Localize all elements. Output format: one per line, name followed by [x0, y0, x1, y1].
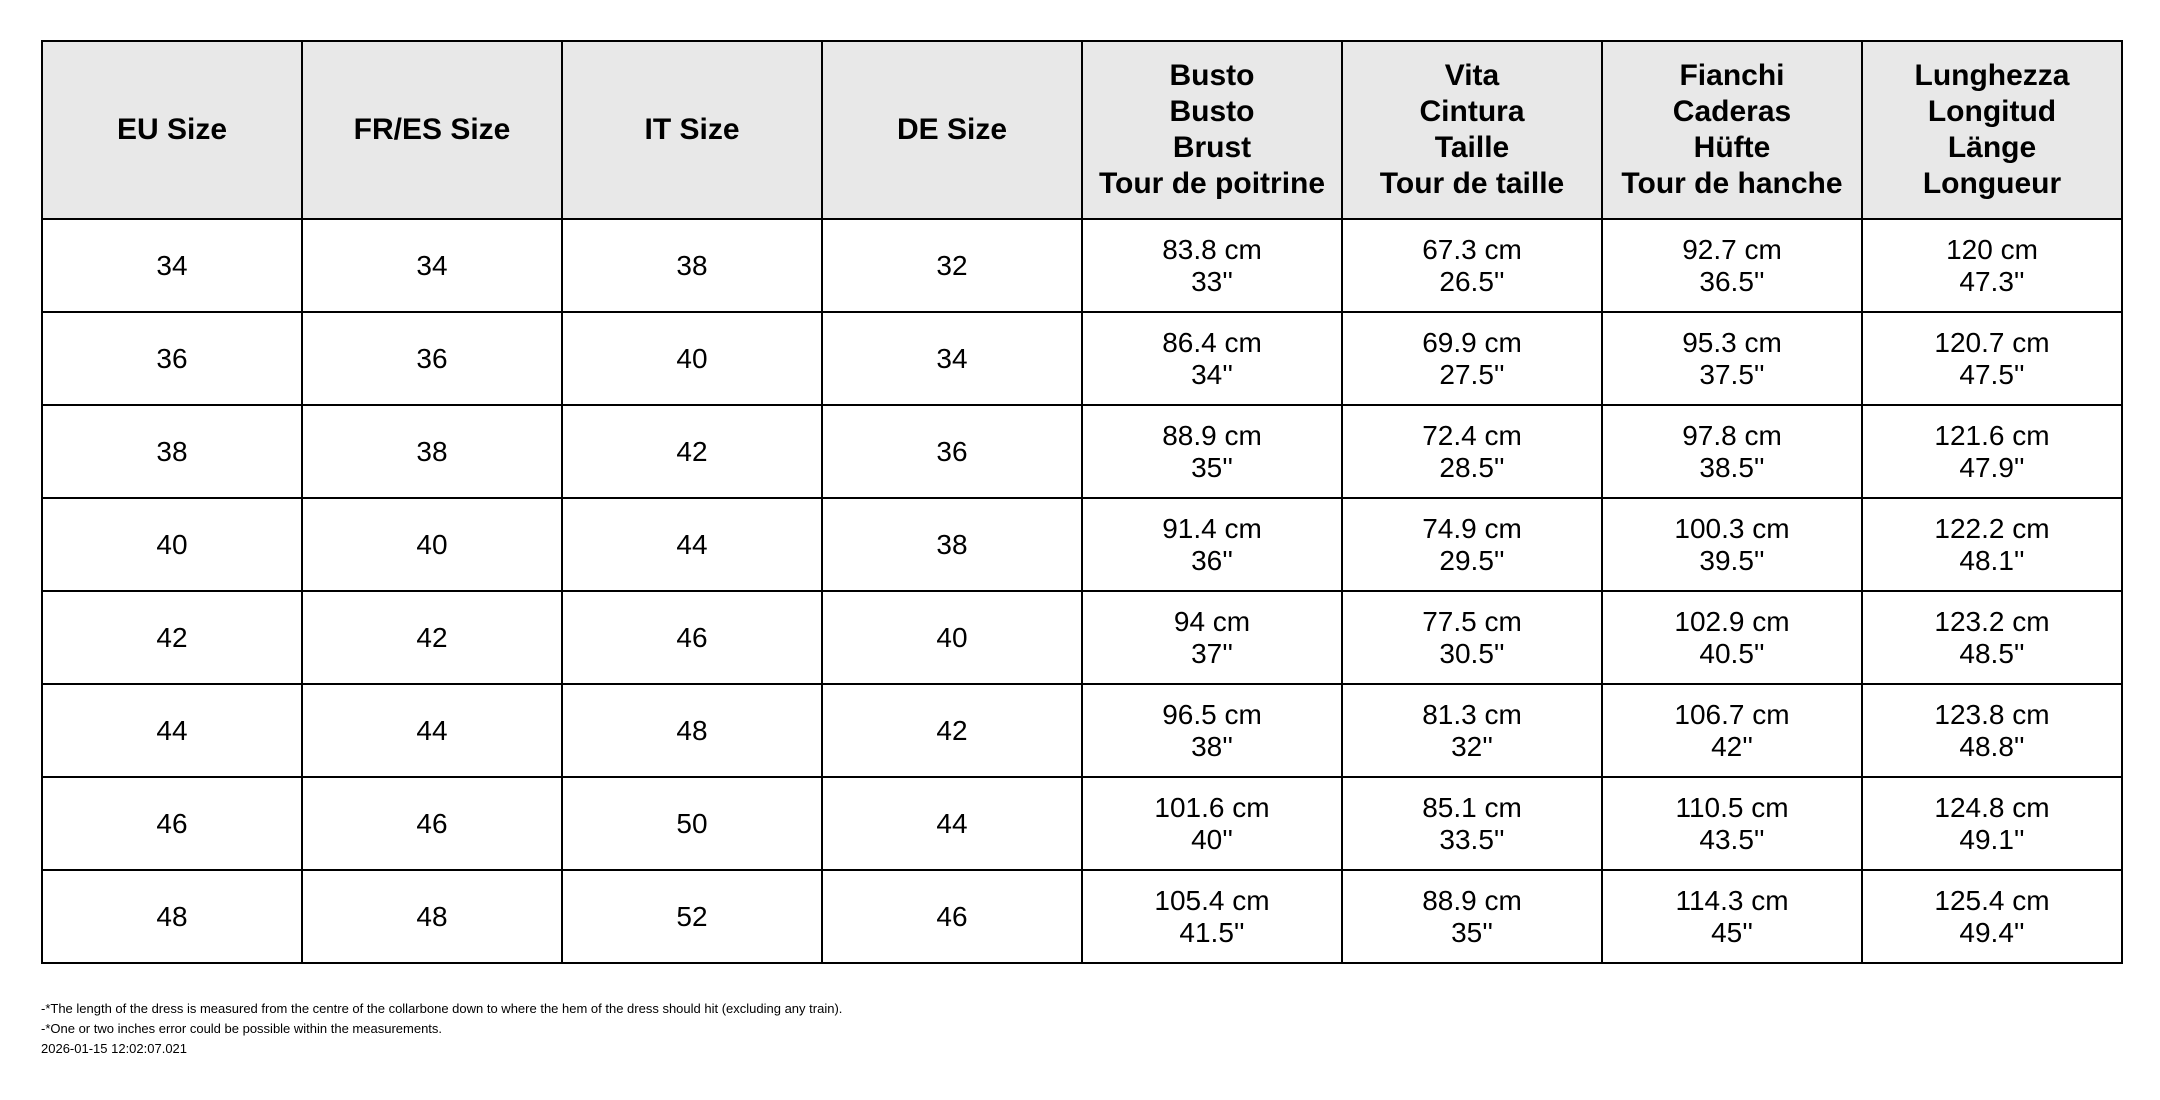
- cell-bust: [1082, 870, 1342, 963]
- cell-de-size: 40: [822, 591, 1082, 684]
- cell-length: [1862, 777, 2122, 870]
- header-length-it: Lunghezza: [1914, 59, 2070, 92]
- cell-waist-cm: 77.5 cm: [1422, 605, 1522, 637]
- table-row: [42, 312, 2122, 405]
- cell-length: [1862, 312, 2122, 405]
- cell-waist-in: 28.5'': [1439, 451, 1505, 483]
- cell-hips-cm: 102.9 cm: [1674, 605, 1790, 637]
- cell-length: [1862, 591, 2122, 684]
- table-row: [42, 591, 2122, 684]
- cell-bust-cm: 101.6 cm: [1154, 791, 1270, 823]
- footnote-dress-length: -*The length of the dress is measured from the centre of the collarbone down to where the hem of the dress should hit (excluding any train).: [41, 1001, 843, 1016]
- cell-de-size: 32: [822, 219, 1082, 312]
- cell-hips-cm: 110.5 cm: [1675, 791, 1789, 823]
- cell-de-size: 34: [822, 312, 1082, 405]
- cell-length-in: 47.3'': [1959, 265, 2025, 297]
- cell-bust-cm: 88.9 cm: [1162, 419, 1262, 451]
- header-length-fr: Longueur: [1922, 167, 2062, 200]
- cell-bust-cm: 91.4 cm: [1162, 512, 1262, 544]
- cell-bust-in: 38'': [1191, 730, 1233, 762]
- cell-bust: [1082, 777, 1342, 870]
- cell-hips-cm: 97.8 cm: [1682, 419, 1782, 451]
- cell-de-size: 36: [822, 405, 1082, 498]
- cell-bust: [1082, 498, 1342, 591]
- cell-hips-in: 42'': [1711, 730, 1753, 762]
- cell-fres-size: 38: [302, 405, 562, 498]
- cell-length-cm: 120 cm: [1946, 233, 2038, 265]
- cell-bust: [1082, 405, 1342, 498]
- header-hips: [1602, 41, 1862, 219]
- header-it-size-label: IT Size: [644, 113, 740, 146]
- cell-eu-size: 36: [42, 312, 302, 405]
- cell-waist: [1342, 219, 1602, 312]
- cell-de-size: 38: [822, 498, 1082, 591]
- cell-hips: [1602, 219, 1862, 312]
- cell-hips: [1602, 870, 1862, 963]
- cell-bust-cm: 83.8 cm: [1162, 233, 1262, 265]
- cell-eu-size: 38: [42, 405, 302, 498]
- cell-length-in: 48.8'': [1959, 730, 2025, 762]
- cell-eu-size: 34: [42, 219, 302, 312]
- cell-it-size: 38: [562, 219, 822, 312]
- cell-hips-cm: 106.7 cm: [1674, 698, 1790, 730]
- cell-length-cm: 123.2 cm: [1934, 605, 2050, 637]
- header-waist-it: Vita: [1444, 59, 1500, 92]
- cell-waist-cm: 74.9 cm: [1422, 512, 1522, 544]
- cell-length-cm: 121.6 cm: [1934, 419, 2050, 451]
- header-row: [42, 41, 2122, 219]
- cell-eu-size: 46: [42, 777, 302, 870]
- cell-waist-cm: 85.1 cm: [1422, 791, 1522, 823]
- cell-bust-in: 37'': [1191, 637, 1233, 669]
- cell-length-in: 48.1'': [1959, 544, 2025, 576]
- cell-bust-in: 36'': [1191, 544, 1233, 576]
- cell-length: [1862, 498, 2122, 591]
- cell-bust: [1082, 312, 1342, 405]
- cell-waist-cm: 72.4 cm: [1422, 419, 1522, 451]
- table-row: [42, 405, 2122, 498]
- cell-bust-in: 40'': [1191, 823, 1233, 855]
- cell-hips-in: 38.5'': [1699, 451, 1765, 483]
- header-hips-es: Caderas: [1672, 95, 1792, 128]
- cell-bust: [1082, 684, 1342, 777]
- cell-waist-in: 33.5'': [1439, 823, 1505, 855]
- table-row: [42, 777, 2122, 870]
- cell-fres-size: 34: [302, 219, 562, 312]
- cell-fres-size: 48: [302, 870, 562, 963]
- footnote-measurement-error: -*One or two inches error could be possible within the measurements.: [41, 1021, 443, 1036]
- cell-waist: [1342, 684, 1602, 777]
- cell-length-cm: 123.8 cm: [1934, 698, 2050, 730]
- header-hips-fr: Tour de hanche: [1621, 167, 1843, 200]
- cell-waist: [1342, 870, 1602, 963]
- cell-waist: [1342, 591, 1602, 684]
- cell-it-size: 46: [562, 591, 822, 684]
- cell-hips-in: 36.5'': [1699, 265, 1765, 297]
- cell-de-size: 46: [822, 870, 1082, 963]
- cell-fres-size: 44: [302, 684, 562, 777]
- cell-bust: [1082, 219, 1342, 312]
- header-eu-size: [42, 41, 302, 219]
- header-de-size-label: DE Size: [896, 113, 1008, 146]
- cell-length-cm: 124.8 cm: [1934, 791, 2050, 823]
- cell-bust-in: 33'': [1191, 265, 1233, 297]
- cell-hips-cm: 100.3 cm: [1674, 512, 1790, 544]
- table-row: [42, 219, 2122, 312]
- cell-eu-size: 40: [42, 498, 302, 591]
- cell-bust: [1082, 591, 1342, 684]
- cell-eu-size: 48: [42, 870, 302, 963]
- header-waist: [1342, 41, 1602, 219]
- cell-length-in: 47.9'': [1959, 451, 2025, 483]
- cell-waist-in: 26.5'': [1439, 265, 1505, 297]
- cell-it-size: 50: [562, 777, 822, 870]
- header-fres-size: [302, 41, 562, 219]
- cell-fres-size: 36: [302, 312, 562, 405]
- cell-it-size: 40: [562, 312, 822, 405]
- header-hips-it: Fianchi: [1679, 59, 1785, 92]
- cell-length-in: 49.1'': [1959, 823, 2025, 855]
- cell-fres-size: 42: [302, 591, 562, 684]
- cell-length-in: 49.4'': [1959, 916, 2025, 948]
- cell-waist-in: 27.5'': [1439, 358, 1505, 390]
- cell-hips-cm: 95.3 cm: [1682, 326, 1782, 358]
- cell-it-size: 52: [562, 870, 822, 963]
- cell-hips: [1602, 777, 1862, 870]
- cell-hips: [1602, 405, 1862, 498]
- header-length-de: Länge: [1947, 131, 2037, 164]
- cell-hips-in: 45'': [1711, 916, 1753, 948]
- cell-length-cm: 120.7 cm: [1934, 326, 2050, 358]
- header-fres-size-label: FR/ES Size: [353, 113, 511, 146]
- cell-waist-cm: 67.3 cm: [1422, 233, 1522, 265]
- cell-hips: [1602, 312, 1862, 405]
- cell-it-size: 42: [562, 405, 822, 498]
- cell-bust-cm: 105.4 cm: [1154, 884, 1270, 916]
- table-row: [42, 684, 2122, 777]
- cell-hips-in: 40.5'': [1699, 637, 1765, 669]
- cell-waist: [1342, 405, 1602, 498]
- cell-hips-cm: 114.3 cm: [1675, 884, 1789, 916]
- cell-length: [1862, 219, 2122, 312]
- header-bust-it: Busto: [1169, 59, 1255, 92]
- header-length-es: Longitud: [1927, 95, 2057, 128]
- header-de-size: [822, 41, 1082, 219]
- cell-bust-cm: 96.5 cm: [1162, 698, 1262, 730]
- cell-fres-size: 40: [302, 498, 562, 591]
- table-row: [42, 498, 2122, 591]
- timestamp: 2026-01-15 12:02:07.021: [41, 1041, 188, 1056]
- cell-length: [1862, 405, 2122, 498]
- cell-length: [1862, 684, 2122, 777]
- header-bust-fr: Tour de poitrine: [1098, 167, 1326, 200]
- header-waist-de: Taille: [1434, 131, 1510, 164]
- header-eu-size-label: EU Size: [116, 113, 228, 146]
- header-waist-fr: Tour de taille: [1379, 167, 1565, 200]
- cell-length-in: 47.5'': [1959, 358, 2025, 390]
- cell-hips: [1602, 498, 1862, 591]
- cell-eu-size: 44: [42, 684, 302, 777]
- header-bust-es: Busto: [1169, 95, 1255, 128]
- footnotes: [41, 999, 842, 1059]
- size-chart-table: [41, 40, 2123, 964]
- cell-de-size: 42: [822, 684, 1082, 777]
- cell-hips-in: 39.5'': [1699, 544, 1765, 576]
- cell-bust-in: 35'': [1191, 451, 1233, 483]
- header-it-size: [562, 41, 822, 219]
- cell-it-size: 48: [562, 684, 822, 777]
- cell-waist-in: 30.5'': [1439, 637, 1505, 669]
- cell-waist-in: 29.5'': [1439, 544, 1505, 576]
- cell-it-size: 44: [562, 498, 822, 591]
- header-hips-de: Hüfte: [1693, 131, 1771, 164]
- cell-length-in: 48.5'': [1959, 637, 2025, 669]
- cell-waist: [1342, 312, 1602, 405]
- cell-eu-size: 42: [42, 591, 302, 684]
- header-waist-es: Cintura: [1419, 95, 1525, 128]
- cell-bust-in: 34'': [1191, 358, 1233, 390]
- cell-waist-cm: 88.9 cm: [1422, 884, 1522, 916]
- cell-bust-in: 41.5'': [1179, 916, 1245, 948]
- cell-hips-in: 43.5'': [1699, 823, 1765, 855]
- cell-hips: [1602, 591, 1862, 684]
- cell-hips-in: 37.5'': [1699, 358, 1765, 390]
- cell-length-cm: 122.2 cm: [1934, 512, 2050, 544]
- cell-length: [1862, 870, 2122, 963]
- cell-length-cm: 125.4 cm: [1934, 884, 2050, 916]
- cell-waist-in: 32'': [1451, 730, 1493, 762]
- cell-waist: [1342, 498, 1602, 591]
- cell-waist-cm: 81.3 cm: [1422, 698, 1522, 730]
- cell-bust-cm: 86.4 cm: [1162, 326, 1262, 358]
- header-bust-de: Brust: [1172, 131, 1252, 164]
- header-bust: [1082, 41, 1342, 219]
- cell-hips-cm: 92.7 cm: [1682, 233, 1782, 265]
- cell-bust-cm: 94 cm: [1173, 605, 1251, 637]
- cell-waist-cm: 69.9 cm: [1422, 326, 1522, 358]
- table-row: [42, 870, 2122, 963]
- cell-de-size: 44: [822, 777, 1082, 870]
- cell-hips: [1602, 684, 1862, 777]
- cell-fres-size: 46: [302, 777, 562, 870]
- cell-waist: [1342, 777, 1602, 870]
- header-length: [1862, 41, 2122, 219]
- cell-waist-in: 35'': [1451, 916, 1493, 948]
